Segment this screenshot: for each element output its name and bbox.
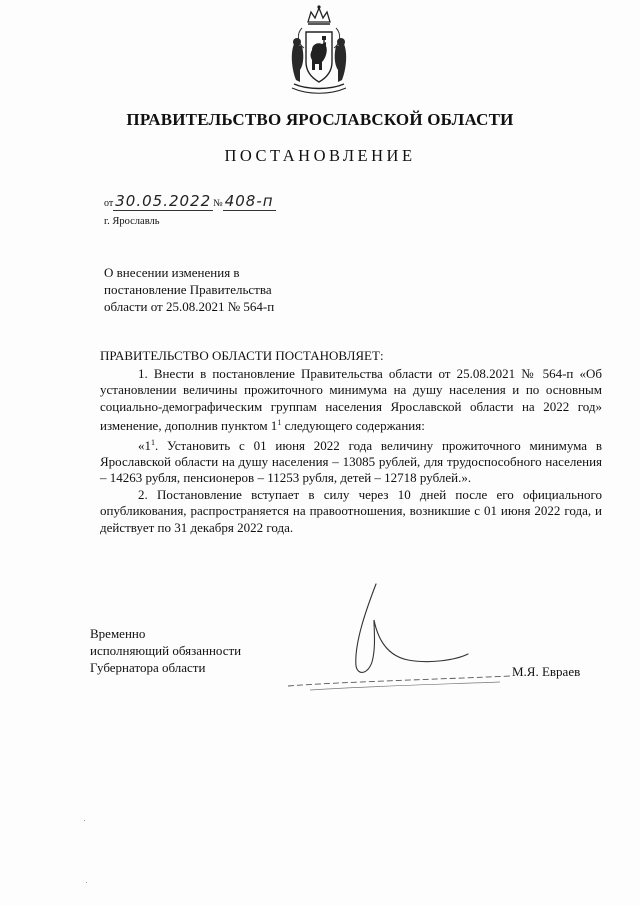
signer-name: М.Я. Евраев bbox=[512, 664, 581, 679]
organization-title: ПРАВИТЕЛЬСТВО ЯРОСЛАВСКОЙ ОБЛАСТИ bbox=[126, 110, 514, 129]
preamble: ПРАВИТЕЛЬСТВО ОБЛАСТИ ПОСТАНОВЛЯЕТ: bbox=[100, 348, 384, 363]
position-line: Временно bbox=[90, 626, 146, 641]
date-prefix: от bbox=[104, 198, 114, 209]
handwritten-signature-icon bbox=[280, 580, 530, 695]
date-value: 30.05.2022 bbox=[115, 192, 212, 210]
quoted-clause bbox=[100, 435, 602, 487]
subject-line: О внесении изменения в bbox=[104, 265, 240, 280]
subject-line: области от 25.08.2021 № 564-п bbox=[104, 299, 275, 314]
paragraph-2: 2. Постановление вступает в силу через 10 дней после его официального опубликования, распространяется на правоотношения, возникшие с 01 июня 2022 года, и действует по 31 декабря 2022 года. bbox=[100, 486, 602, 535]
number-value: 408-п bbox=[224, 192, 274, 210]
number-prefix: № bbox=[213, 198, 223, 209]
date-number-line bbox=[104, 192, 276, 210]
scan-speck bbox=[84, 820, 85, 821]
paragraph-1-tail: следующего содержания: bbox=[281, 418, 425, 434]
quoted-clause-superscript: 1 bbox=[151, 437, 155, 447]
quoted-clause-text: . Установить с 01 июня 2022 года величину прожиточного минимума в Ярославской области на душу населения – 13085 рублей, для трудоспособного населения – 14263 рубля, пенсионеров – 11253 рубля, детей – 12718 рублей.». bbox=[100, 437, 602, 486]
subject-line: постановление Правительства bbox=[104, 282, 272, 297]
paragraph-1-text: 1. Внести в постановление Правительства области от 25.08.2021 № 564-п «Об установлении величины прожиточного минимума на душу населения и по основным социально-демографическим группам населения Ярославской области на 2022 год» изменение, дополнив пунктом 1 bbox=[100, 366, 602, 434]
scan-speck bbox=[86, 882, 87, 883]
document-type: ПОСТАНОВЛЕНИЕ bbox=[224, 146, 416, 165]
position-line: исполняющий обязанности bbox=[90, 643, 242, 658]
paragraph-1-superscript: 1 bbox=[277, 418, 282, 428]
document-body bbox=[100, 366, 602, 536]
city: г. Ярославль bbox=[104, 216, 160, 227]
quoted-clause-start: «1 bbox=[138, 437, 151, 453]
yaroslavl-coat-of-arms-icon bbox=[288, 4, 350, 96]
position-line: Губернатора области bbox=[90, 660, 206, 675]
subject-block bbox=[104, 264, 324, 315]
paragraph-1 bbox=[100, 366, 602, 435]
signatory-position bbox=[90, 625, 241, 676]
